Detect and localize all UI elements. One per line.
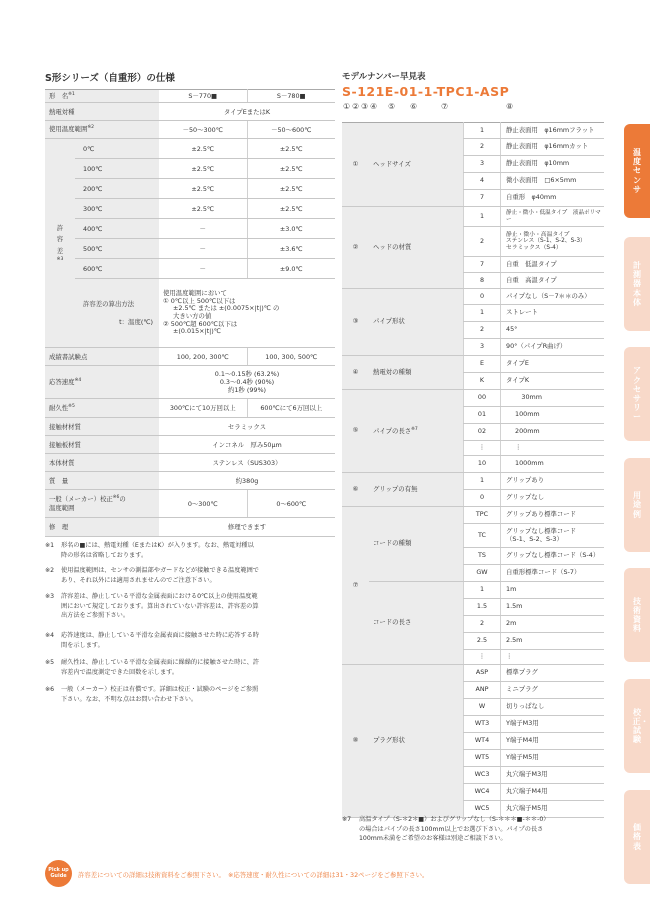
option-desc: グリップなし標準コード （S-1、S-2、S-3） — [501, 524, 605, 548]
option-code: TPC — [464, 507, 501, 524]
option-code: 0 — [464, 490, 501, 507]
option-code: TS — [464, 548, 501, 565]
option-desc: 100mm — [501, 407, 605, 424]
spec-cert-770: 100, 200, 300℃ — [159, 348, 247, 366]
option-desc: 丸穴端子M5用 — [501, 801, 605, 818]
spec-tol-780: ±2.5℃ — [247, 179, 335, 199]
spec-body-value: ステンレス（SUS303） — [159, 454, 335, 472]
bottom-guide-text: 許容差についての詳細は技術資料をご参照下さい。 ※応答速度・耐久性についての詳細は31・32ページをご参照下さい。 — [78, 871, 429, 879]
option-code: ASP — [464, 665, 501, 682]
spec-tol-temp: 600℃ — [75, 259, 159, 279]
side-tab-instrument[interactable]: 計測器本体 — [624, 237, 650, 331]
option-desc: 1m — [501, 582, 605, 599]
option-code: 10 — [464, 456, 501, 473]
group-3-number: ③ — [342, 289, 369, 356]
spec-tol-780: ±2.5℃ — [247, 159, 335, 179]
option-code: 8 — [464, 273, 501, 289]
group-6-number: ⑥ — [342, 473, 369, 507]
footnote-5: ※5 耐久性は、静止している平滑な金属表面に繰繰的に接触させた時に、許 容差内で温度測定できた回数を示します。 — [45, 659, 259, 676]
pickup-guide-badge: Pick up Guide — [45, 860, 72, 887]
group-8-number: ⑧ — [342, 665, 369, 818]
group-1-number: ① — [342, 123, 369, 207]
option-desc: グリップあり — [501, 473, 605, 490]
group-4-number: ④ — [342, 356, 369, 390]
spec-calibration-770: 0～300℃ — [159, 490, 247, 518]
group-7-cord-type: コードの種類 — [369, 507, 464, 582]
option-desc: ストレート — [501, 305, 605, 322]
option-desc: 200mm — [501, 424, 605, 441]
option-desc: 2.5m — [501, 633, 605, 650]
option-desc: 静止表面用 φ10mm — [501, 156, 605, 173]
option-desc: 90°（パイプR曲げ） — [501, 339, 605, 356]
option-desc: 1000mm — [501, 456, 605, 473]
spec-tol-770: － — [159, 219, 247, 239]
option-desc: 静止・微小・低温タイプ 液晶ポリマー — [501, 207, 605, 227]
group-1-name: ヘッドサイズ — [369, 123, 464, 207]
option-desc: 自重形 φ40mm — [501, 190, 605, 207]
side-tab-technical[interactable]: 技術資料 — [624, 568, 650, 662]
spec-contact-value: セラミックス — [159, 418, 335, 436]
option-desc: 丸穴端子M4用 — [501, 784, 605, 801]
footnote-7: ※7 高温タイプ（S-＊2＊■）およびグリップなし（S-＊＊＊■-＊＊-0） の場合はパイプの長さ100mm以上でお選び下さい。パイプの長さ 100mm未満をご希望のお客様は別途ご相談下さい。 — [342, 816, 550, 843]
group-8-name: プラグ形状 — [369, 665, 464, 818]
spec-tol-780: ±9.0℃ — [247, 259, 335, 279]
option-code: TC — [464, 524, 501, 548]
spec-tol-temp: 0℃ — [75, 139, 159, 159]
spec-tol-temp: 100℃ — [75, 159, 159, 179]
spec-calc-label: 許容差の算出方法 t：温度(℃) — [75, 279, 159, 348]
option-code: GW — [464, 565, 501, 582]
side-tab-accessory[interactable]: アクセサリー — [624, 347, 650, 441]
option-desc: 標準プラグ — [501, 665, 605, 682]
group-2-name: ヘッドの材質 — [369, 207, 464, 289]
option-code: 0 — [464, 289, 501, 305]
spec-label-repair: 修 理 — [45, 518, 159, 537]
model-code: S-121E-01-1-TPC1-ASP — [342, 84, 510, 99]
spec-tol-temp: 200℃ — [75, 179, 159, 199]
option-desc: Y端子M5用 — [501, 750, 605, 767]
option-code: WC3 — [464, 767, 501, 784]
option-code: 00 — [464, 390, 501, 407]
option-code: WT4 — [464, 733, 501, 750]
option-desc: パイプなし（S－7＊＊のみ） — [501, 289, 605, 305]
option-code: K — [464, 373, 501, 390]
option-desc: Y端子M4用 — [501, 733, 605, 750]
option-code: 2 — [464, 227, 501, 257]
spec-label-plate: 接触板材質 — [45, 436, 159, 454]
spec-durability-780: 600℃にて6万回以上 — [247, 399, 335, 418]
group-6-name: グリップの有無 — [369, 473, 464, 507]
spec-temp-range-770: －50～300℃ — [159, 121, 247, 139]
option-code: E — [464, 356, 501, 373]
option-code: 1 — [464, 473, 501, 490]
side-tab-price-list[interactable]: 価格表 — [624, 790, 650, 884]
spec-durability-770: 300℃にて10万回以上 — [159, 399, 247, 418]
option-desc: 静止表面用 φ16mmフラット — [501, 123, 605, 139]
spec-model-770: S－770■ — [159, 90, 247, 103]
option-code: 2 — [464, 322, 501, 339]
option-code: W — [464, 699, 501, 716]
option-code: 7 — [464, 257, 501, 273]
spec-tol-780: ±3.0℃ — [247, 219, 335, 239]
option-desc: タイプK — [501, 373, 605, 390]
spec-title: S形シリーズ（自重形）の仕様 — [45, 73, 175, 84]
spec-tol-780: ±2.5℃ — [247, 199, 335, 219]
option-desc: ミニプラグ — [501, 682, 605, 699]
option-desc: 丸穴端子M3用 — [501, 767, 605, 784]
option-code: WC5 — [464, 801, 501, 818]
option-code: WT3 — [464, 716, 501, 733]
spec-thermocouple-value: タイプEまたはK — [159, 103, 335, 121]
spec-label-mass: 質 量 — [45, 472, 159, 490]
option-desc: 自重 高温タイプ — [501, 273, 605, 289]
option-code: 7 — [464, 190, 501, 207]
spec-table — [45, 89, 335, 537]
side-tab-calibration[interactable]: 校正・試験 — [624, 679, 650, 773]
model-title: モデルナンバー早見表 — [342, 72, 426, 82]
option-code: ANP — [464, 682, 501, 699]
option-code: 2 — [464, 139, 501, 156]
option-desc: 切りっぱなし — [501, 699, 605, 716]
option-code: 4 — [464, 173, 501, 190]
spec-tol-temp: 300℃ — [75, 199, 159, 219]
spec-response-value: 0.1～0.15秒 (63.2%) 0.3～0.4秒 (90%) 約1秒 (99%) — [159, 366, 335, 399]
group-2-number: ② — [342, 207, 369, 289]
option-code: ⋮ — [464, 650, 501, 665]
footnote-1: ※1 形名の■には、熱電対種（EまたはK）が入ります。なお、熱電対種以 降の形名は省略しております。 — [45, 542, 254, 559]
option-code: 01 — [464, 407, 501, 424]
footnote-3: ※3 許容差は、静止している平滑な金属表面における0℃以上の使用温度範 囲において規定しております。算出されていない許容差は、許容差の算 出方法をご参照下さい。 — [45, 593, 259, 620]
spec-tol-temp: 500℃ — [75, 239, 159, 259]
spec-label-response: 応答速度$^{※4}$ — [45, 366, 159, 399]
option-desc: 微小表面用 □6×5mm — [501, 173, 605, 190]
option-code: ⋮ — [464, 441, 501, 456]
spec-tolerance-group: 許容差 ※3 — [45, 139, 75, 348]
option-code: 3 — [464, 156, 501, 173]
spec-tol-780: ±2.5℃ — [247, 139, 335, 159]
group-3-name: パイプ形状 — [369, 289, 464, 356]
group-7-number: ⑦ — [342, 507, 369, 665]
option-desc: グリップなし — [501, 490, 605, 507]
group-5-number: ⑤ — [342, 390, 369, 473]
model-table — [342, 122, 604, 818]
side-tab-temp-sensor[interactable]: 温度センサ — [624, 124, 650, 218]
spec-tol-770: ±2.5℃ — [159, 139, 247, 159]
option-code: 2 — [464, 616, 501, 633]
spec-label-temp-range: 使用温度範囲$^{※2}$ — [45, 121, 159, 139]
side-tab-applications[interactable]: 用途例 — [624, 458, 650, 552]
spec-calc-method: 使用温度範囲において ① 0℃以上 500℃以下は ±2.5℃ または ±(0.0075×|t|)℃ の 大きい方の値 ② 500℃超 600℃以下は ±(0.015×|t|)℃ — [159, 279, 335, 348]
option-desc: タイプE — [501, 356, 605, 373]
option-code: WT5 — [464, 750, 501, 767]
spec-label-durability: 耐久性$^{※5}$ — [45, 399, 159, 418]
option-desc: 静止表面用 φ16mmカット — [501, 139, 605, 156]
option-code: 1 — [464, 123, 501, 139]
option-code: WC4 — [464, 784, 501, 801]
option-desc: Y端子M3用 — [501, 716, 605, 733]
spec-temp-range-780: －50～600℃ — [247, 121, 335, 139]
group-4-name: 熱電対の種類 — [369, 356, 464, 390]
spec-cert-780: 100, 300, 500℃ — [247, 348, 335, 366]
spec-model-780: S－780■ — [247, 90, 335, 103]
spec-tol-770: － — [159, 239, 247, 259]
spec-label-cert: 成績書試験点 — [45, 348, 159, 366]
spec-tol-temp: 400℃ — [75, 219, 159, 239]
option-code: 02 — [464, 424, 501, 441]
footnote-4: ※4 応答速度は、静止している平滑な金属表面に接触させた時に応答する時 間を示します。 — [45, 632, 259, 649]
option-desc: 2m — [501, 616, 605, 633]
spec-tol-770: － — [159, 259, 247, 279]
option-desc: グリップなし標準コード（S-4） — [501, 548, 605, 565]
option-code: 1 — [464, 305, 501, 322]
spec-label-contact: 接触材材質 — [45, 418, 159, 436]
spec-calibration-780: 0～600℃ — [247, 490, 335, 518]
option-desc: 自重 低温タイプ — [501, 257, 605, 273]
option-desc: 静止・微小・高温タイプ ステンレス（S-1、S-2、S-3） セラミックス（S-4） — [501, 227, 605, 257]
spec-tol-770: ±2.5℃ — [159, 159, 247, 179]
option-code: 3 — [464, 339, 501, 356]
option-desc: 45° — [501, 322, 605, 339]
option-desc: ⋮ — [501, 441, 605, 456]
option-code: 1 — [464, 582, 501, 599]
spec-tol-780: ±3.6℃ — [247, 239, 335, 259]
option-desc: 1.5m — [501, 599, 605, 616]
spec-label-calibration: 一般（メーカー）校正$^{※6}$の 温度範囲 — [45, 490, 159, 518]
spec-label-model: 形 名$^{※1}$ — [45, 90, 159, 103]
spec-plate-value: インコネル 厚み50μm — [159, 436, 335, 454]
spec-label-body: 本体材質 — [45, 454, 159, 472]
option-desc: 自重形標準コード（S-7） — [501, 565, 605, 582]
option-code: 1 — [464, 207, 501, 227]
spec-tol-770: ±2.5℃ — [159, 199, 247, 219]
group-5-name: パイプの長さ$^{※7}$ — [369, 390, 464, 473]
option-desc: 30mm — [501, 390, 605, 407]
option-desc: グリップあり標準コード — [501, 507, 605, 524]
spec-label-thermocouple: 熱電対種 — [45, 103, 159, 121]
option-code: 1.5 — [464, 599, 501, 616]
footnote-6: ※6 一般（メーカー）校正は有償です。詳細は校正・試験のページをご参照 下さい。なお、不明な点はお問い合わせ下さい。 — [45, 686, 259, 703]
spec-mass-value: 約380g — [159, 472, 335, 490]
option-code: 2.5 — [464, 633, 501, 650]
spec-tol-770: ±2.5℃ — [159, 179, 247, 199]
model-code-markers: ① ② ③ ④ ⑤ ⑥ ⑦ ⑧ — [343, 102, 514, 111]
spec-repair-value: 修理できます — [159, 518, 335, 537]
group-7-cord-length: コードの長さ — [369, 582, 464, 665]
footnote-2: ※2 使用温度範囲は、センサの測温部やガードなどが接触できる温度範囲で あり、それ以外には適用されませんのでご注意下さい。 — [45, 567, 259, 584]
option-desc: ⋮ — [501, 650, 605, 665]
